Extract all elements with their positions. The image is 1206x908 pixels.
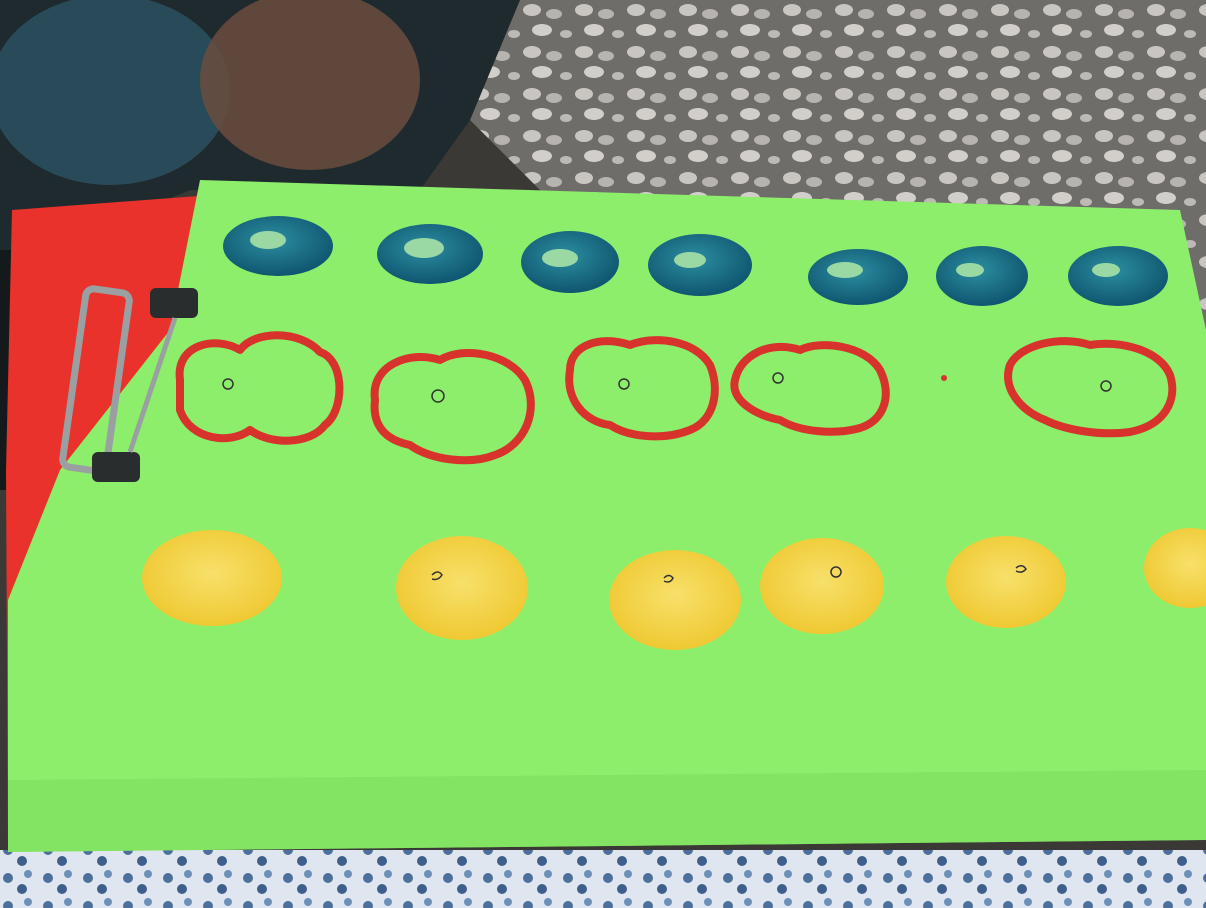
- bottom-fabric: [0, 850, 1206, 908]
- yellow-print: [946, 536, 1066, 628]
- paper-shade: [8, 770, 1206, 852]
- blue-print: [808, 249, 908, 305]
- yellow-print: [609, 550, 741, 650]
- yellow-print: [396, 536, 528, 640]
- yellow-print: [142, 530, 282, 626]
- blue-print: [1068, 246, 1168, 306]
- blue-print: [936, 246, 1028, 306]
- blue-print: [521, 231, 619, 293]
- blue-print: [377, 224, 483, 284]
- blue-print: [223, 216, 333, 276]
- red-paint-dot: [941, 375, 947, 381]
- blue-print: [648, 234, 752, 296]
- yellow-print: [760, 538, 884, 634]
